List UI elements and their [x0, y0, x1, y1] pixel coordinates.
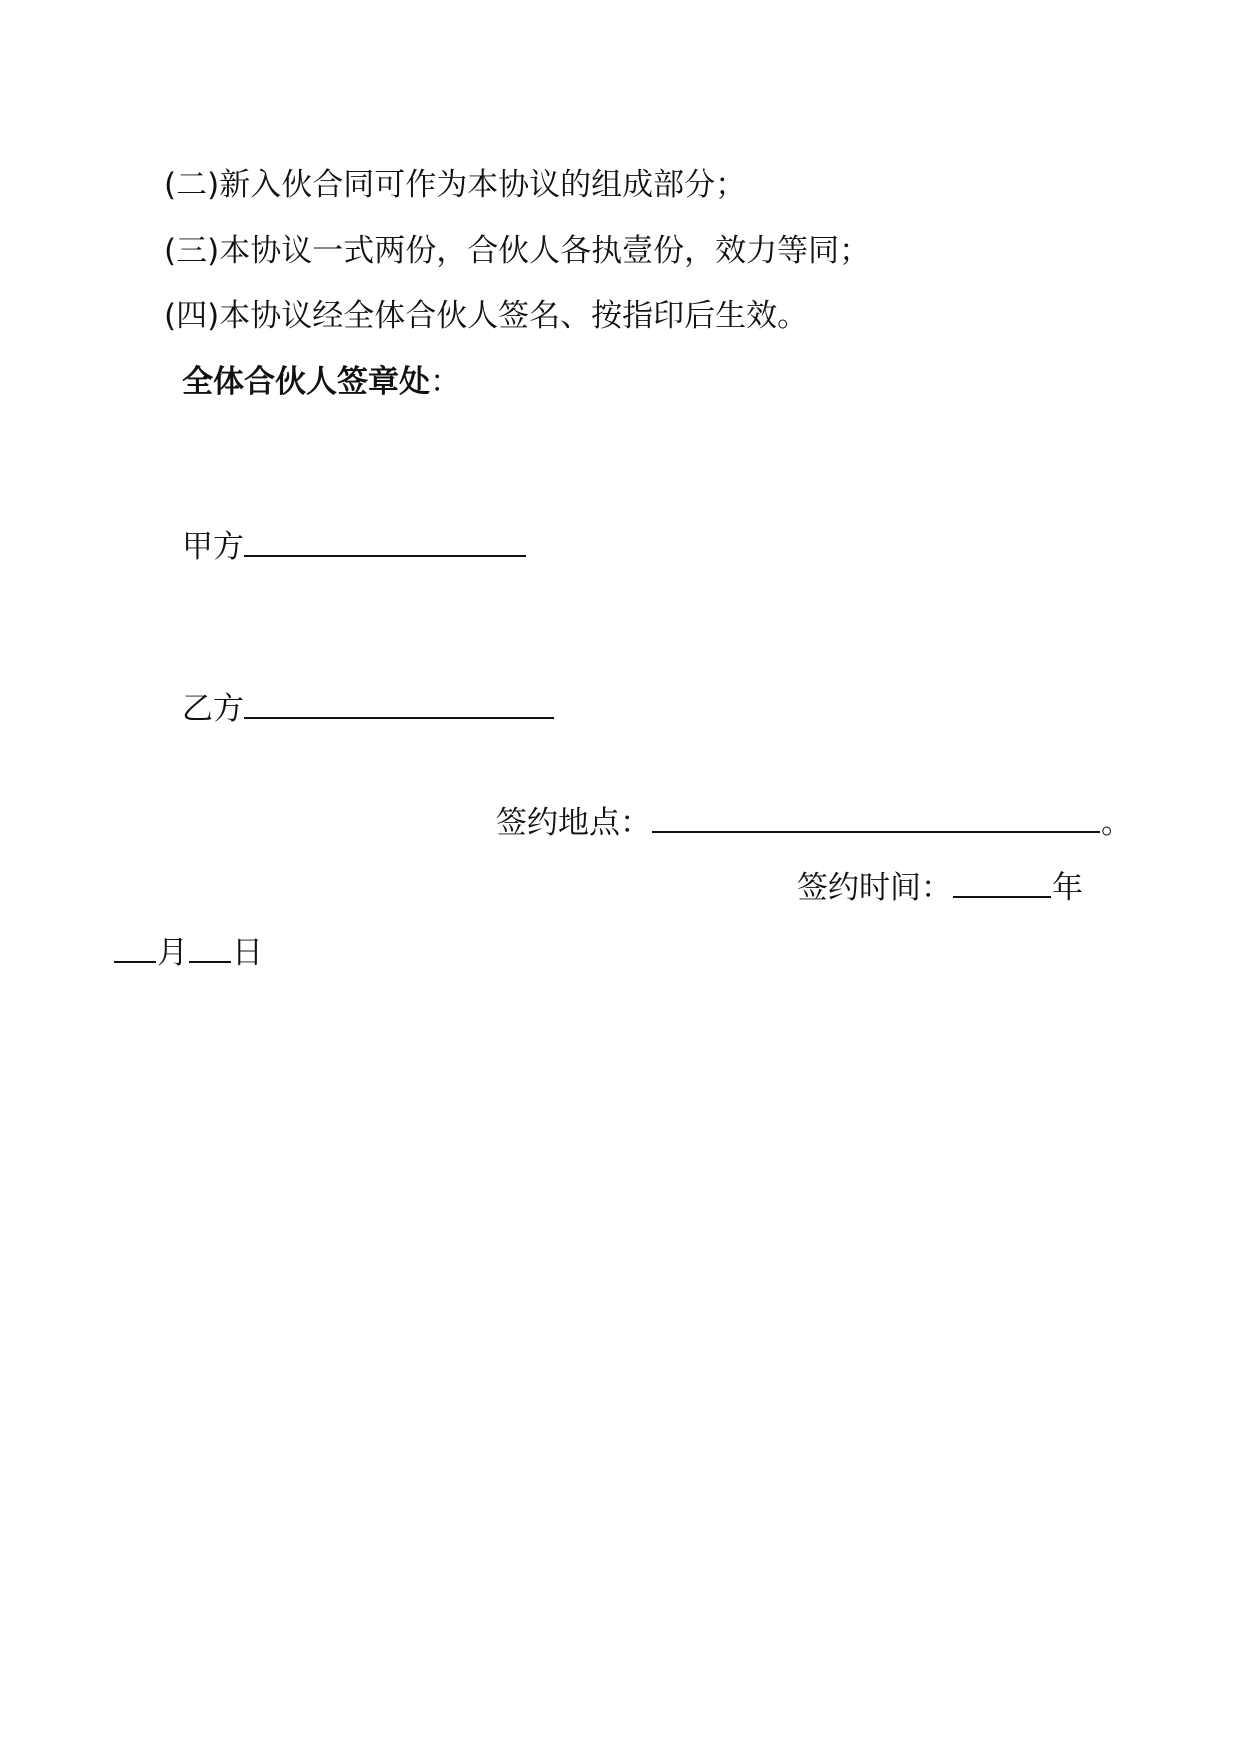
signing-place-blank[interactable]: [652, 801, 1100, 833]
month-label: 月: [157, 935, 188, 971]
party-a-label: 甲方: [182, 529, 244, 565]
party-b-blank-2[interactable]: [380, 687, 496, 719]
signing-place: [496, 801, 1132, 843]
day-label: 日: [232, 935, 263, 971]
signing-time: [797, 866, 1083, 908]
clause-2: (二)新入伙合同可作为本协议的组成部分；: [164, 167, 747, 203]
party-b-blank-3[interactable]: [496, 687, 554, 719]
signing-place-label: 签约地点：: [496, 805, 651, 841]
signing-time-label: 签约时间：: [797, 870, 952, 906]
party-a-blank-3[interactable]: [398, 525, 526, 557]
signature-heading-colon: ：: [430, 364, 461, 400]
party-b-line: [182, 687, 554, 729]
month-blank[interactable]: [114, 931, 156, 963]
signing-date-rest: [113, 931, 263, 973]
signing-place-end: 。: [1101, 805, 1132, 841]
party-b-label: 乙方: [182, 691, 244, 727]
clause-4: (四)本协议经全体合伙人签名、按指印后生效。: [164, 298, 809, 334]
year-label: 年: [1052, 870, 1083, 906]
party-a-blank-1[interactable]: [244, 525, 320, 557]
year-blank[interactable]: [953, 866, 1051, 898]
clause-3: (三)本协议一式两份，合伙人各执壹份，效力等同；: [164, 233, 871, 269]
party-a-blank-2[interactable]: [320, 525, 398, 557]
day-blank[interactable]: [189, 931, 231, 963]
signature-heading-label: 全体合伙人签章处: [182, 364, 430, 400]
signature-heading: [182, 362, 461, 402]
party-b-blank-1[interactable]: [244, 687, 380, 719]
party-a-line: [182, 525, 526, 567]
